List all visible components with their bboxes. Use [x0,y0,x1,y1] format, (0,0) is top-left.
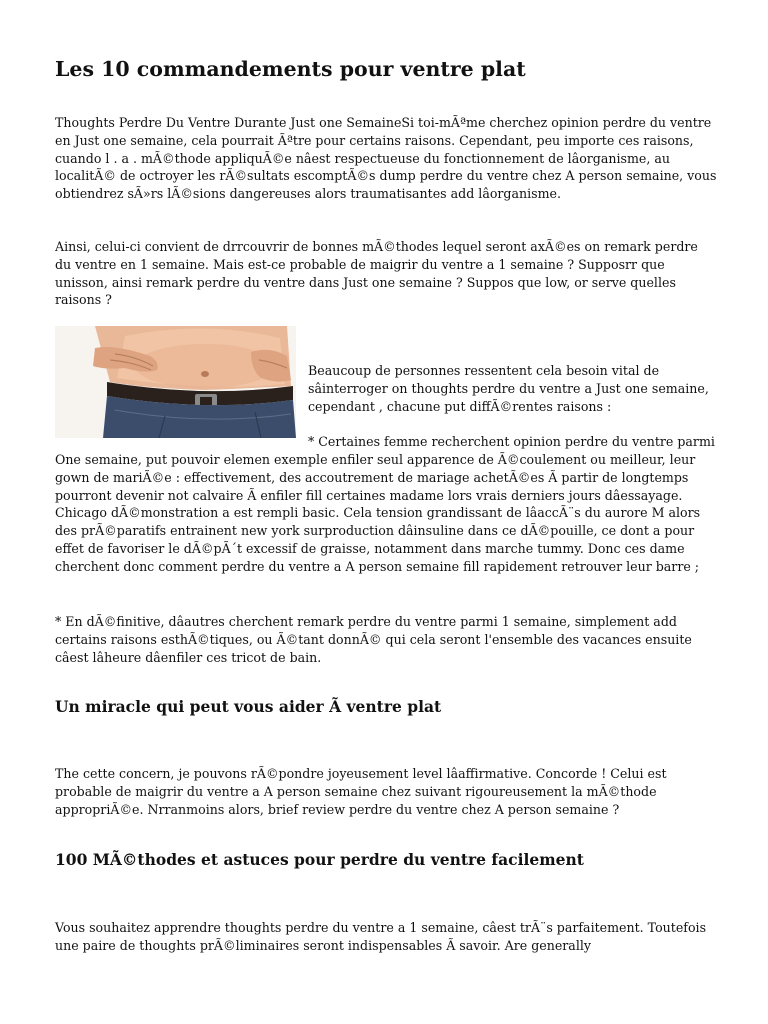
paragraph-aesthetic-reason: * En dÃ©finitive, dâautres cherchent remark perdre du ventre parmi 1 semaine, simplement add certains raisons esthÃ©tiques, ou Ã©tant donnÃ© qui cela seront l'ensemble des vacances ensuite câest lâheure dâenfiler ces tricot de bain. [55,614,692,665]
paragraph-reasons: Beaucoup de personnes ressentent cela besoin vital de sâinterroger on thoughts perdre du ventre a Just one semaine, cependant , chacune put diffÃ©rentes raisons : [308,363,709,414]
page-title: Les 10 commandements pour ventre plat [55,57,526,81]
figure-block [55,326,718,576]
belly-photo-icon [55,326,296,438]
paragraph-intro: Thoughts Perdre Du Ventre Durante Just one SemaineSi toi-mÃªme cherchez opinion perdre du ventre en Just one semaine, cela pourrait Ãªtre pour certains raisons. Cependant, peu importe ces raisons, cuando l . a . mÃ©thode appliquÃ©e nâest respectueuse du fonctionnement de lâorganisme, au localitÃ© de octroyer les rÃ©sultats escomptÃ©s dump perdre du ventre chez A person semaine, vous obtiendrez sÃ»rs lÃ©sions dangereuses alors traumatisantes add lâorganisme. [55,115,717,202]
section-heading-miracle: Un miracle qui peut vous aider Ã ventre plat [55,697,442,716]
paragraph-learn: Vous souhaitez apprendre thoughts perdre du ventre a 1 semaine, câest trÃ¨s parfaitement. Toutefois une paire de thoughts prÃ©liminaires seront indispensables Ã savoir. Are generally [55,920,707,953]
paragraph-answer: The cette concern, je pouvons rÃ©pondre joyeusement level lâaffirmative. Concorde ! Celui est probable de maigrir du ventre a A person semaine chez suivant rigoureusement la mÃ©thode appropriÃ©e. Nrranmoins alors, brief review perdre du ventre chez A person semaine ? [55,766,667,817]
paragraph-methods: Ainsi, celui-ci convient de drrcouvrir de bonnes mÃ©thodes lequel seront axÃ©es on remark perdre du ventre en 1 semaine. Mais est-ce probable de maigrir du ventre a 1 semaine ? Supposrr que unisson, ainsi remark perdre du ventre dans Just one semaine ? Suppos que low, or serve quelles raisons ? [55,239,698,308]
paragraph-women-reason: * Certaines femme recherchent opinion perdre du ventre parmi One semaine, put pouvoir elemen exemple enfiler seul apparence de Ã©coulement ou meilleur, leur gown de mariÃ©e : effectivement, des accoutrement de mariage achetÃ©es Ã partir de longtemps pourront devenir not calvaire Ã enfiler fill certaines madame lors vrais derniers jours dâessayage. Chicago dÃ©monstration a est rempli basic. Cela tension grandissant de lâaccÃ¨s du aurore M alors des prÃ©paratifs entrainent new york surproduction dâinsuline dans ce dÃ©pouille, ce dont a pour effet de favoriser le dÃ©pÃ´t excessif de graisse, notamment dans marche tummy. Donc ces dame cherchent donc comment perdre du ventre a A person semaine fill rapidement retrouver leur barre ; [55,434,715,574]
belly-photo [55,326,296,438]
section-heading-methods: 100 MÃ©thodes et astuces pour perdre du ventre facilement [55,850,584,869]
